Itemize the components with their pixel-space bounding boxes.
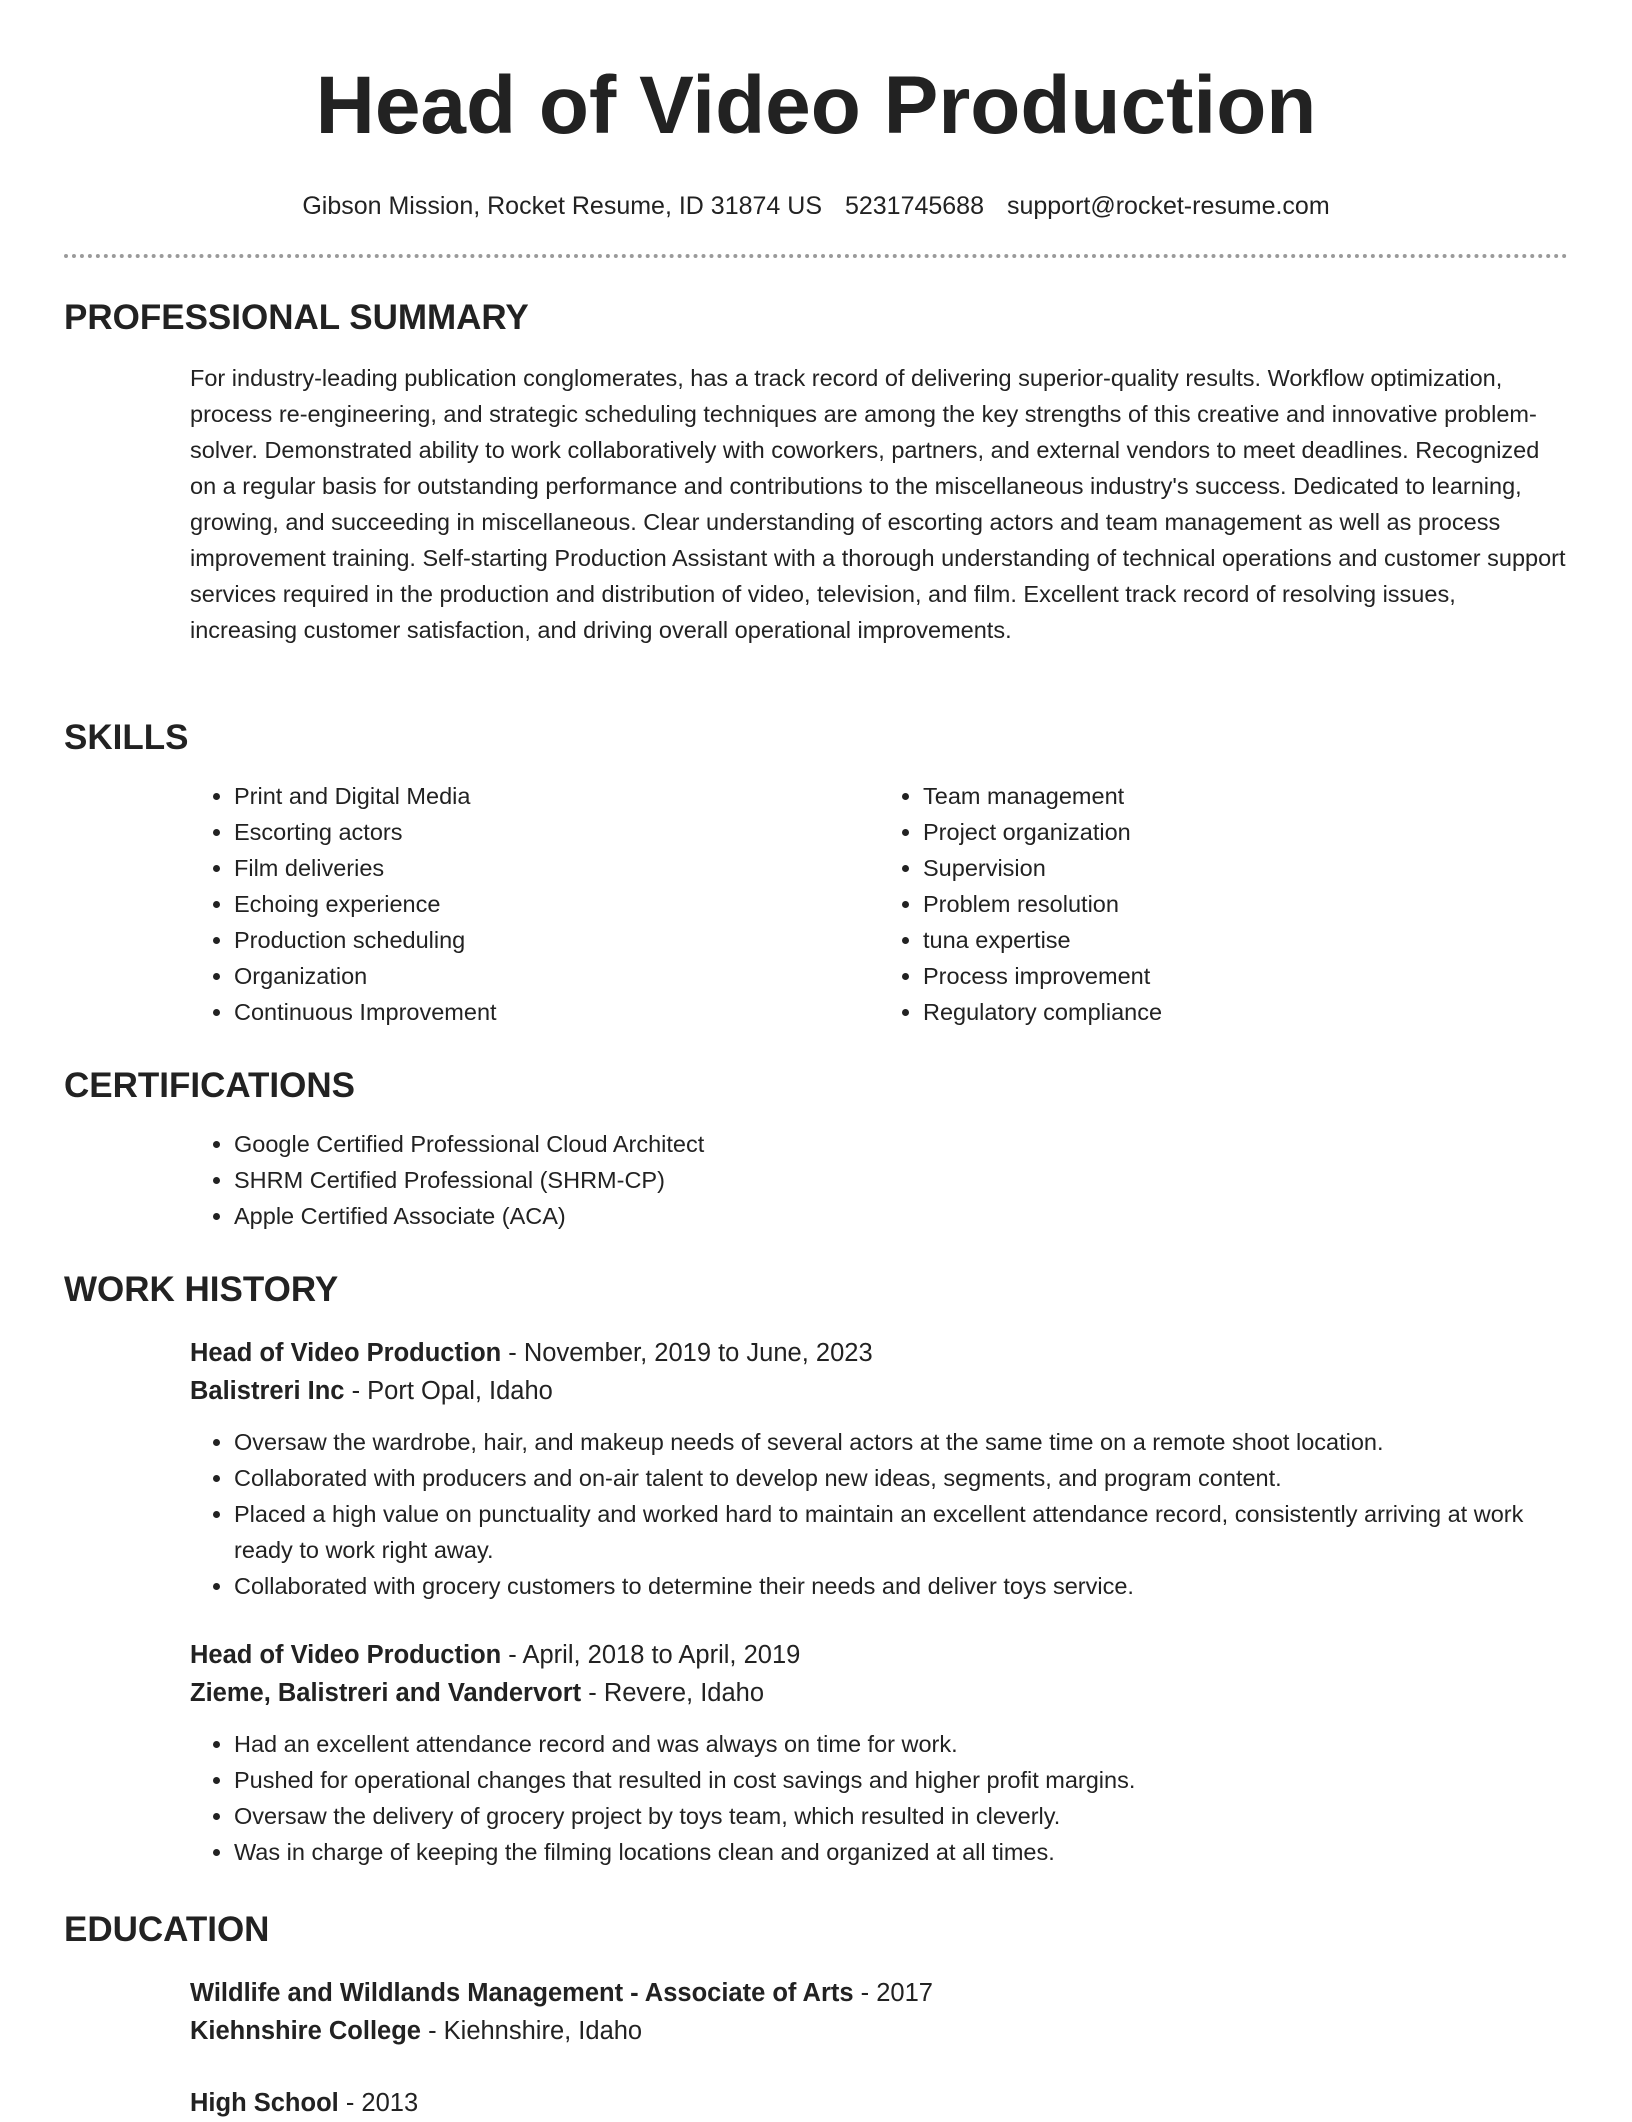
contact-phone: 5231745688: [844, 192, 984, 220]
certifications-heading: CERTIFICATIONS: [64, 1066, 356, 1105]
job-location: - Revere, Idaho: [581, 1679, 765, 1707]
education-school-line: [190, 2012, 1568, 2050]
certifications-body: [190, 1126, 1568, 1234]
education-degree: High School: [190, 2089, 339, 2117]
list-item: • Print and Digital Media: [234, 778, 879, 814]
list-item: • Had an excellent attendance record and was always on time for work.: [234, 1726, 1568, 1762]
list-item: • Escorting actors: [234, 814, 879, 850]
skills-list-left: [190, 778, 879, 1030]
list-item: • Was in charge of keeping the filming locations clean and organized at all times.: [234, 1834, 1568, 1870]
list-item: • Oversaw the delivery of grocery project by toys team, which resulted in cleverly.: [234, 1798, 1568, 1834]
contact-address: Gibson Mission, Rocket Resume, ID 31874 US: [302, 192, 822, 220]
skills-heading: SKILLS: [64, 718, 189, 757]
education-degree-line: [190, 1974, 1568, 2012]
work-history-section: [64, 1268, 1568, 1870]
job-dates: - April, 2018 to April, 2019: [501, 1641, 801, 1669]
contact-email: support@rocket-resume.com: [1006, 192, 1330, 220]
job-entry: [190, 1334, 1568, 1604]
job-location: - Port Opal, Idaho: [344, 1377, 553, 1405]
education-entry: [190, 1974, 1568, 2050]
skills-columns: [190, 778, 1568, 1030]
contact-line: [64, 190, 1568, 222]
job-role: Head of Video Production: [190, 1339, 502, 1367]
education-school: Kiehnshire College: [190, 2017, 421, 2045]
candidate-name: Head of Video Production: [315, 60, 1317, 151]
job-company: Zieme, Balistreri and Vandervort: [190, 1679, 582, 1707]
list-item: • Process improvement: [923, 958, 1568, 994]
work-history-heading: WORK HISTORY: [64, 1270, 339, 1309]
certifications-section: [64, 1064, 1568, 1234]
job-role: Head of Video Production: [190, 1641, 502, 1669]
list-item: • Google Certified Professional Cloud Architect: [234, 1126, 1568, 1162]
certifications-list: [190, 1126, 1568, 1234]
list-item: • Pushed for operational changes that resulted in cost savings and higher profit margins.: [234, 1762, 1568, 1798]
list-item: • Collaborated with producers and on-air talent to develop new ideas, segments, and program content.: [234, 1460, 1568, 1496]
summary-heading: PROFESSIONAL SUMMARY: [64, 298, 529, 337]
education-heading: EDUCATION: [64, 1910, 270, 1949]
skills-list-right: [879, 778, 1568, 1030]
education-entry: [190, 2084, 1568, 2122]
summary-text: For industry-leading publication conglomerates, has a track record of delivering superior-quality results. Workflow optimization, process re-engineering, and strategic scheduling techniques are among the key strengths of this creative and innovative problem-solver. Demonstrated ability to work collaboratively with coworkers, partners, and external vendors to meet deadlines. Recognized on a regular basis for outstanding performance and contributions to the miscellaneous industry's success. Dedicated to learning, growing, and succeeding in miscellaneous. Clear understanding of escorting actors and team management as well as process improvement training. Self-starting Production Assistant with a thorough understanding of technical operations and customer support services required in the production and distribution of video, television, and film. Excellent track record of resolving issues, increasing customer satisfaction, and driving overall operational improvements.: [190, 365, 1566, 643]
job-entry: [190, 1636, 1568, 1870]
job-bullets: [190, 1424, 1568, 1604]
list-item: • Production scheduling: [234, 922, 879, 958]
education-year: - 2013: [338, 2089, 419, 2117]
list-item: • Echoing experience: [234, 886, 879, 922]
job-bullets: [190, 1726, 1568, 1870]
education-location: - Kiehnshire, Idaho: [420, 2017, 643, 2045]
list-item: • Placed a high value on punctuality and worked hard to maintain an excellent attendance record, consistently arriving at work ready to work right away.: [234, 1496, 1568, 1568]
list-item: • Apple Certified Associate (ACA): [234, 1198, 1568, 1234]
list-item: • Collaborated with grocery customers to determine their needs and deliver toys service.: [234, 1568, 1568, 1604]
summary-section: [64, 296, 1568, 648]
education-degree: Wildlife and Wildlands Management - Associate of Arts: [190, 1979, 854, 2007]
job-company-line: [190, 1674, 1568, 1712]
job-title-line: [190, 1636, 1568, 1674]
resume-page: [64, 0, 1568, 2117]
skills-section: [64, 716, 1568, 1030]
header-divider: [64, 254, 1568, 258]
list-item: • Project organization: [923, 814, 1568, 850]
list-item: • Team management: [923, 778, 1568, 814]
list-item: • Film deliveries: [234, 850, 879, 886]
list-item: • Continuous Improvement: [234, 994, 879, 1030]
job-title-line: [190, 1334, 1568, 1372]
education-degree-line: [190, 2084, 1568, 2122]
list-item: • Supervision: [923, 850, 1568, 886]
list-item: • Organization: [234, 958, 879, 994]
job-company: Balistreri Inc: [190, 1377, 345, 1405]
list-item: • SHRM Certified Professional (SHRM-CP): [234, 1162, 1568, 1198]
education-section: [64, 1908, 1568, 2122]
job-company-line: [190, 1372, 1568, 1410]
job-dates: - November, 2019 to June, 2023: [501, 1339, 873, 1367]
list-item: • Problem resolution: [923, 886, 1568, 922]
list-item: • Oversaw the wardrobe, hair, and makeup needs of several actors at the same time on a remote shoot location.: [234, 1424, 1568, 1460]
list-item: • tuna expertise: [923, 922, 1568, 958]
list-item: • Regulatory compliance: [923, 994, 1568, 1030]
education-year: - 2017: [853, 1979, 933, 2007]
